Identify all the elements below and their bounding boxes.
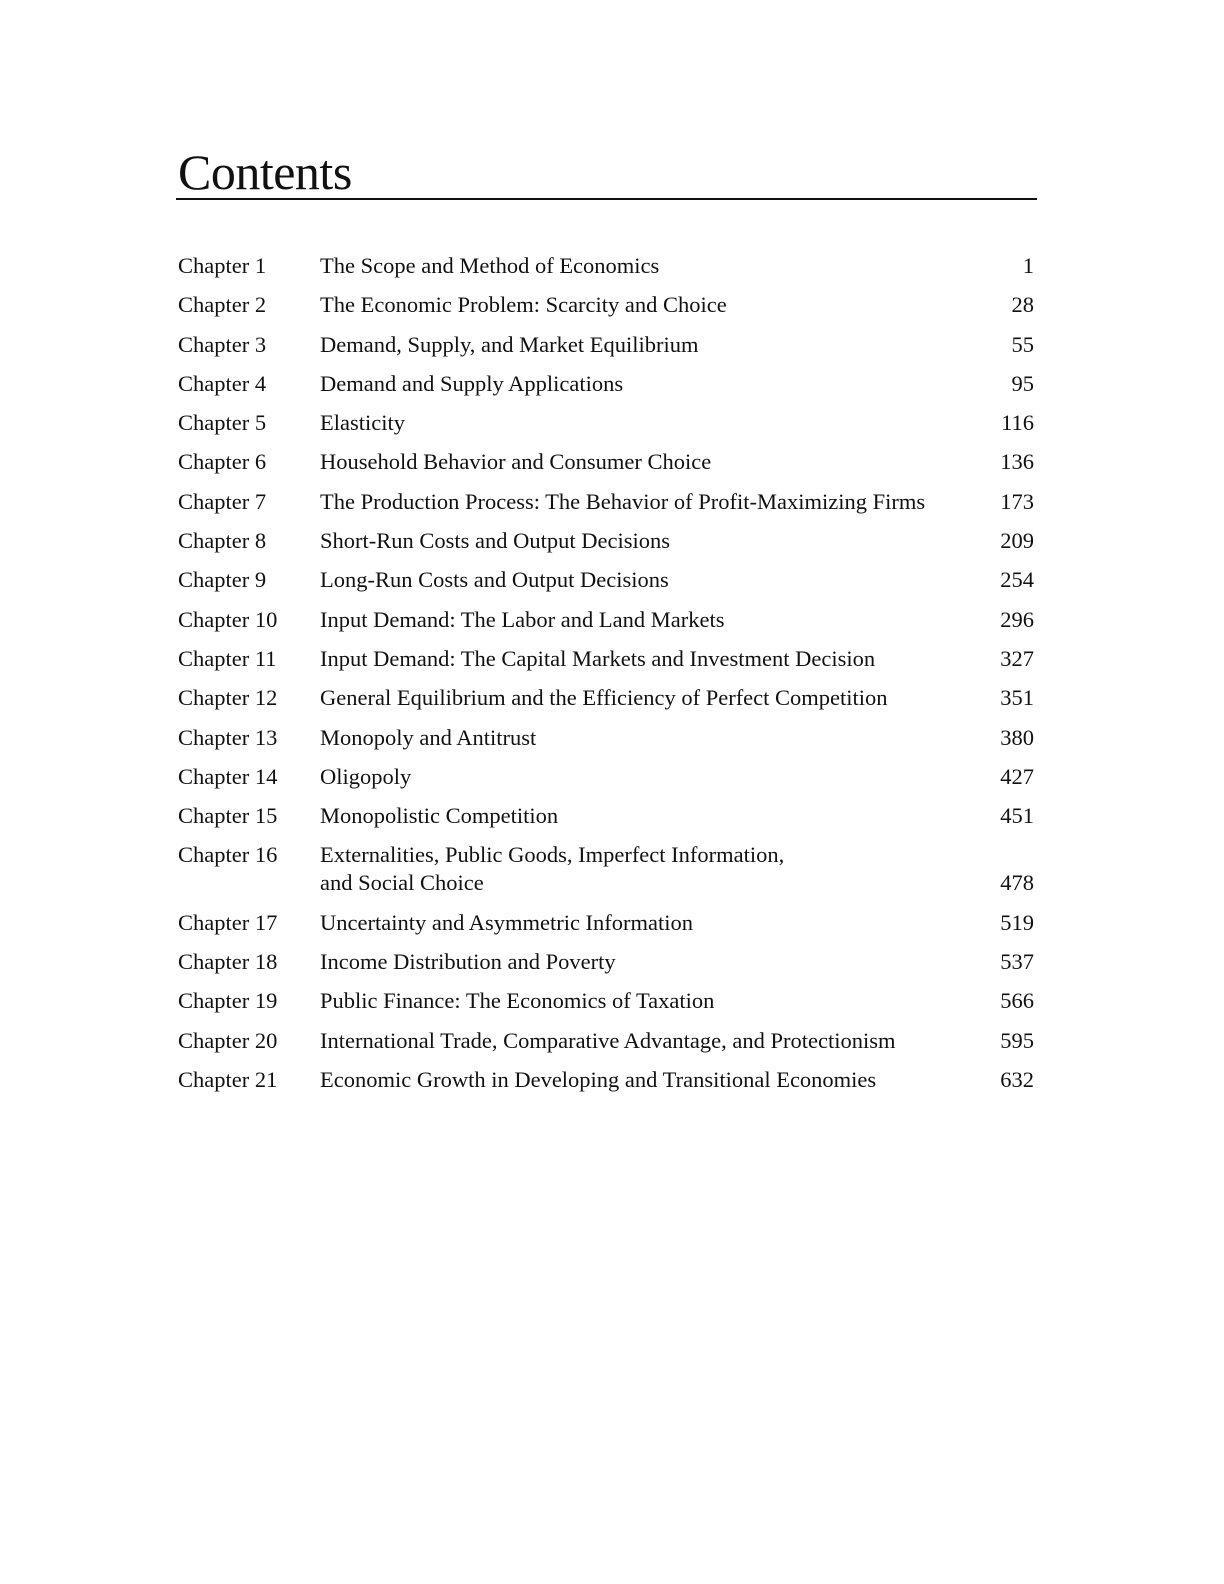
table-of-contents — [178, 252, 1036, 1105]
chapter-title: The Economic Problem: Scarcity and Choice — [320, 292, 727, 318]
page-number: 95 — [1011, 370, 1034, 396]
chapter-title: Monopoly and Antitrust — [320, 724, 537, 750]
toc-entry[interactable] — [178, 1027, 1036, 1055]
page-number: 519 — [1000, 909, 1034, 935]
chapter-label: Chapter 4 — [178, 370, 267, 396]
chapter-label: Chapter 11 — [178, 645, 277, 671]
page-number: 28 — [1011, 292, 1034, 318]
chapter-label: Chapter 15 — [178, 803, 278, 829]
toc-entry[interactable] — [178, 448, 1036, 476]
chapter-title: Long-Run Costs and Output Decisions — [320, 567, 669, 593]
page-number: 209 — [1000, 528, 1034, 554]
chapter-title: Elasticity — [320, 410, 405, 436]
chapter-label: Chapter 1 — [178, 253, 267, 278]
toc-entry[interactable] — [178, 909, 1036, 937]
chapter-title: Economic Growth in Developing and Transitional Economies — [320, 1066, 877, 1092]
page-number: 254 — [1000, 567, 1034, 593]
toc-entry[interactable] — [178, 802, 1036, 830]
title-rule — [176, 198, 1037, 200]
toc-entry[interactable] — [178, 291, 1036, 319]
toc-entry[interactable] — [178, 684, 1036, 712]
page-number: 116 — [1001, 410, 1034, 436]
chapter-label: Chapter 2 — [178, 292, 267, 318]
page-number: 451 — [1000, 803, 1034, 829]
chapter-title: Demand and Supply Applications — [320, 370, 624, 396]
page-number: 136 — [1000, 449, 1034, 475]
chapter-label: Chapter 8 — [178, 528, 267, 554]
chapter-title: Household Behavior and Consumer Choice — [320, 449, 712, 475]
chapter-label: Chapter 19 — [178, 988, 278, 1014]
page-number: 632 — [1000, 1066, 1034, 1092]
toc-entry[interactable] — [178, 841, 1036, 897]
chapter-title: The Scope and Method of Economics — [320, 253, 660, 278]
chapter-label: Chapter 3 — [178, 331, 267, 357]
chapter-label: Chapter 7 — [178, 488, 267, 514]
chapter-label: Chapter 17 — [178, 909, 278, 935]
toc-entry[interactable] — [178, 606, 1036, 634]
chapter-title: Input Demand: The Labor and Land Markets — [320, 606, 725, 632]
chapter-title: Demand, Supply, and Market Equilibrium — [320, 331, 699, 357]
toc-entry[interactable] — [178, 566, 1036, 594]
page-number: 351 — [1000, 685, 1034, 711]
chapter-title: Oligopoly — [320, 763, 412, 789]
toc-entry[interactable] — [178, 331, 1036, 359]
chapter-title: Monopolistic Competition — [320, 803, 559, 829]
chapter-label: Chapter 18 — [178, 949, 278, 975]
toc-entry[interactable] — [178, 948, 1036, 976]
page-number: 173 — [1000, 488, 1034, 514]
page-number: 55 — [1011, 331, 1034, 357]
chapter-title: Short-Run Costs and Output Decisions — [320, 528, 671, 554]
page-number: 427 — [1000, 763, 1034, 789]
page-number: 595 — [1000, 1027, 1034, 1053]
chapter-label: Chapter 9 — [178, 567, 267, 593]
chapter-title: Externalities, Public Goods, Imperfect Information, and Social Choice — [320, 842, 785, 896]
chapter-title: Uncertainty and Asymmetric Information — [320, 909, 694, 935]
page-number: 296 — [1000, 606, 1034, 632]
toc-entry[interactable] — [178, 763, 1036, 791]
page-number: 478 — [1000, 870, 1034, 896]
page-number: 566 — [1000, 988, 1034, 1014]
chapter-title: The Production Process: The Behavior of Profit-Maximizing Firms — [320, 488, 926, 514]
chapter-label: Chapter 10 — [178, 606, 278, 632]
chapter-label: Chapter 16 — [178, 842, 278, 868]
page-number: 380 — [1000, 724, 1034, 750]
chapter-title: Income Distribution and Poverty — [320, 949, 616, 975]
toc-entry[interactable] — [178, 409, 1036, 437]
page-title: Contents — [178, 144, 352, 200]
chapter-label: Chapter 14 — [178, 763, 278, 789]
chapter-title: Public Finance: The Economics of Taxation — [320, 988, 715, 1014]
chapter-title: Input Demand: The Capital Markets and Investment Decision — [320, 645, 876, 671]
toc-entry[interactable] — [178, 252, 1036, 280]
chapter-label: Chapter 20 — [178, 1027, 278, 1053]
toc-entry[interactable] — [178, 370, 1036, 398]
toc-entry[interactable] — [178, 987, 1036, 1015]
page-number: 327 — [1000, 645, 1034, 671]
toc-entry[interactable] — [178, 527, 1036, 555]
toc-entry[interactable] — [178, 724, 1036, 752]
page-number: 1 — [1022, 253, 1034, 278]
chapter-label: Chapter 21 — [178, 1066, 278, 1092]
page-number: 537 — [1000, 949, 1034, 975]
toc-entry[interactable] — [178, 488, 1036, 516]
chapter-label: Chapter 13 — [178, 724, 278, 750]
toc-entry[interactable] — [178, 1066, 1036, 1094]
toc-entry[interactable] — [178, 645, 1036, 673]
chapter-title: General Equilibrium and the Efficiency of Perfect Competition — [320, 685, 888, 711]
chapter-title: International Trade, Comparative Advantage, and Protectionism — [320, 1027, 896, 1053]
chapter-label: Chapter 6 — [178, 449, 267, 475]
chapter-label: Chapter 5 — [178, 410, 267, 436]
chapter-label: Chapter 12 — [178, 685, 278, 711]
